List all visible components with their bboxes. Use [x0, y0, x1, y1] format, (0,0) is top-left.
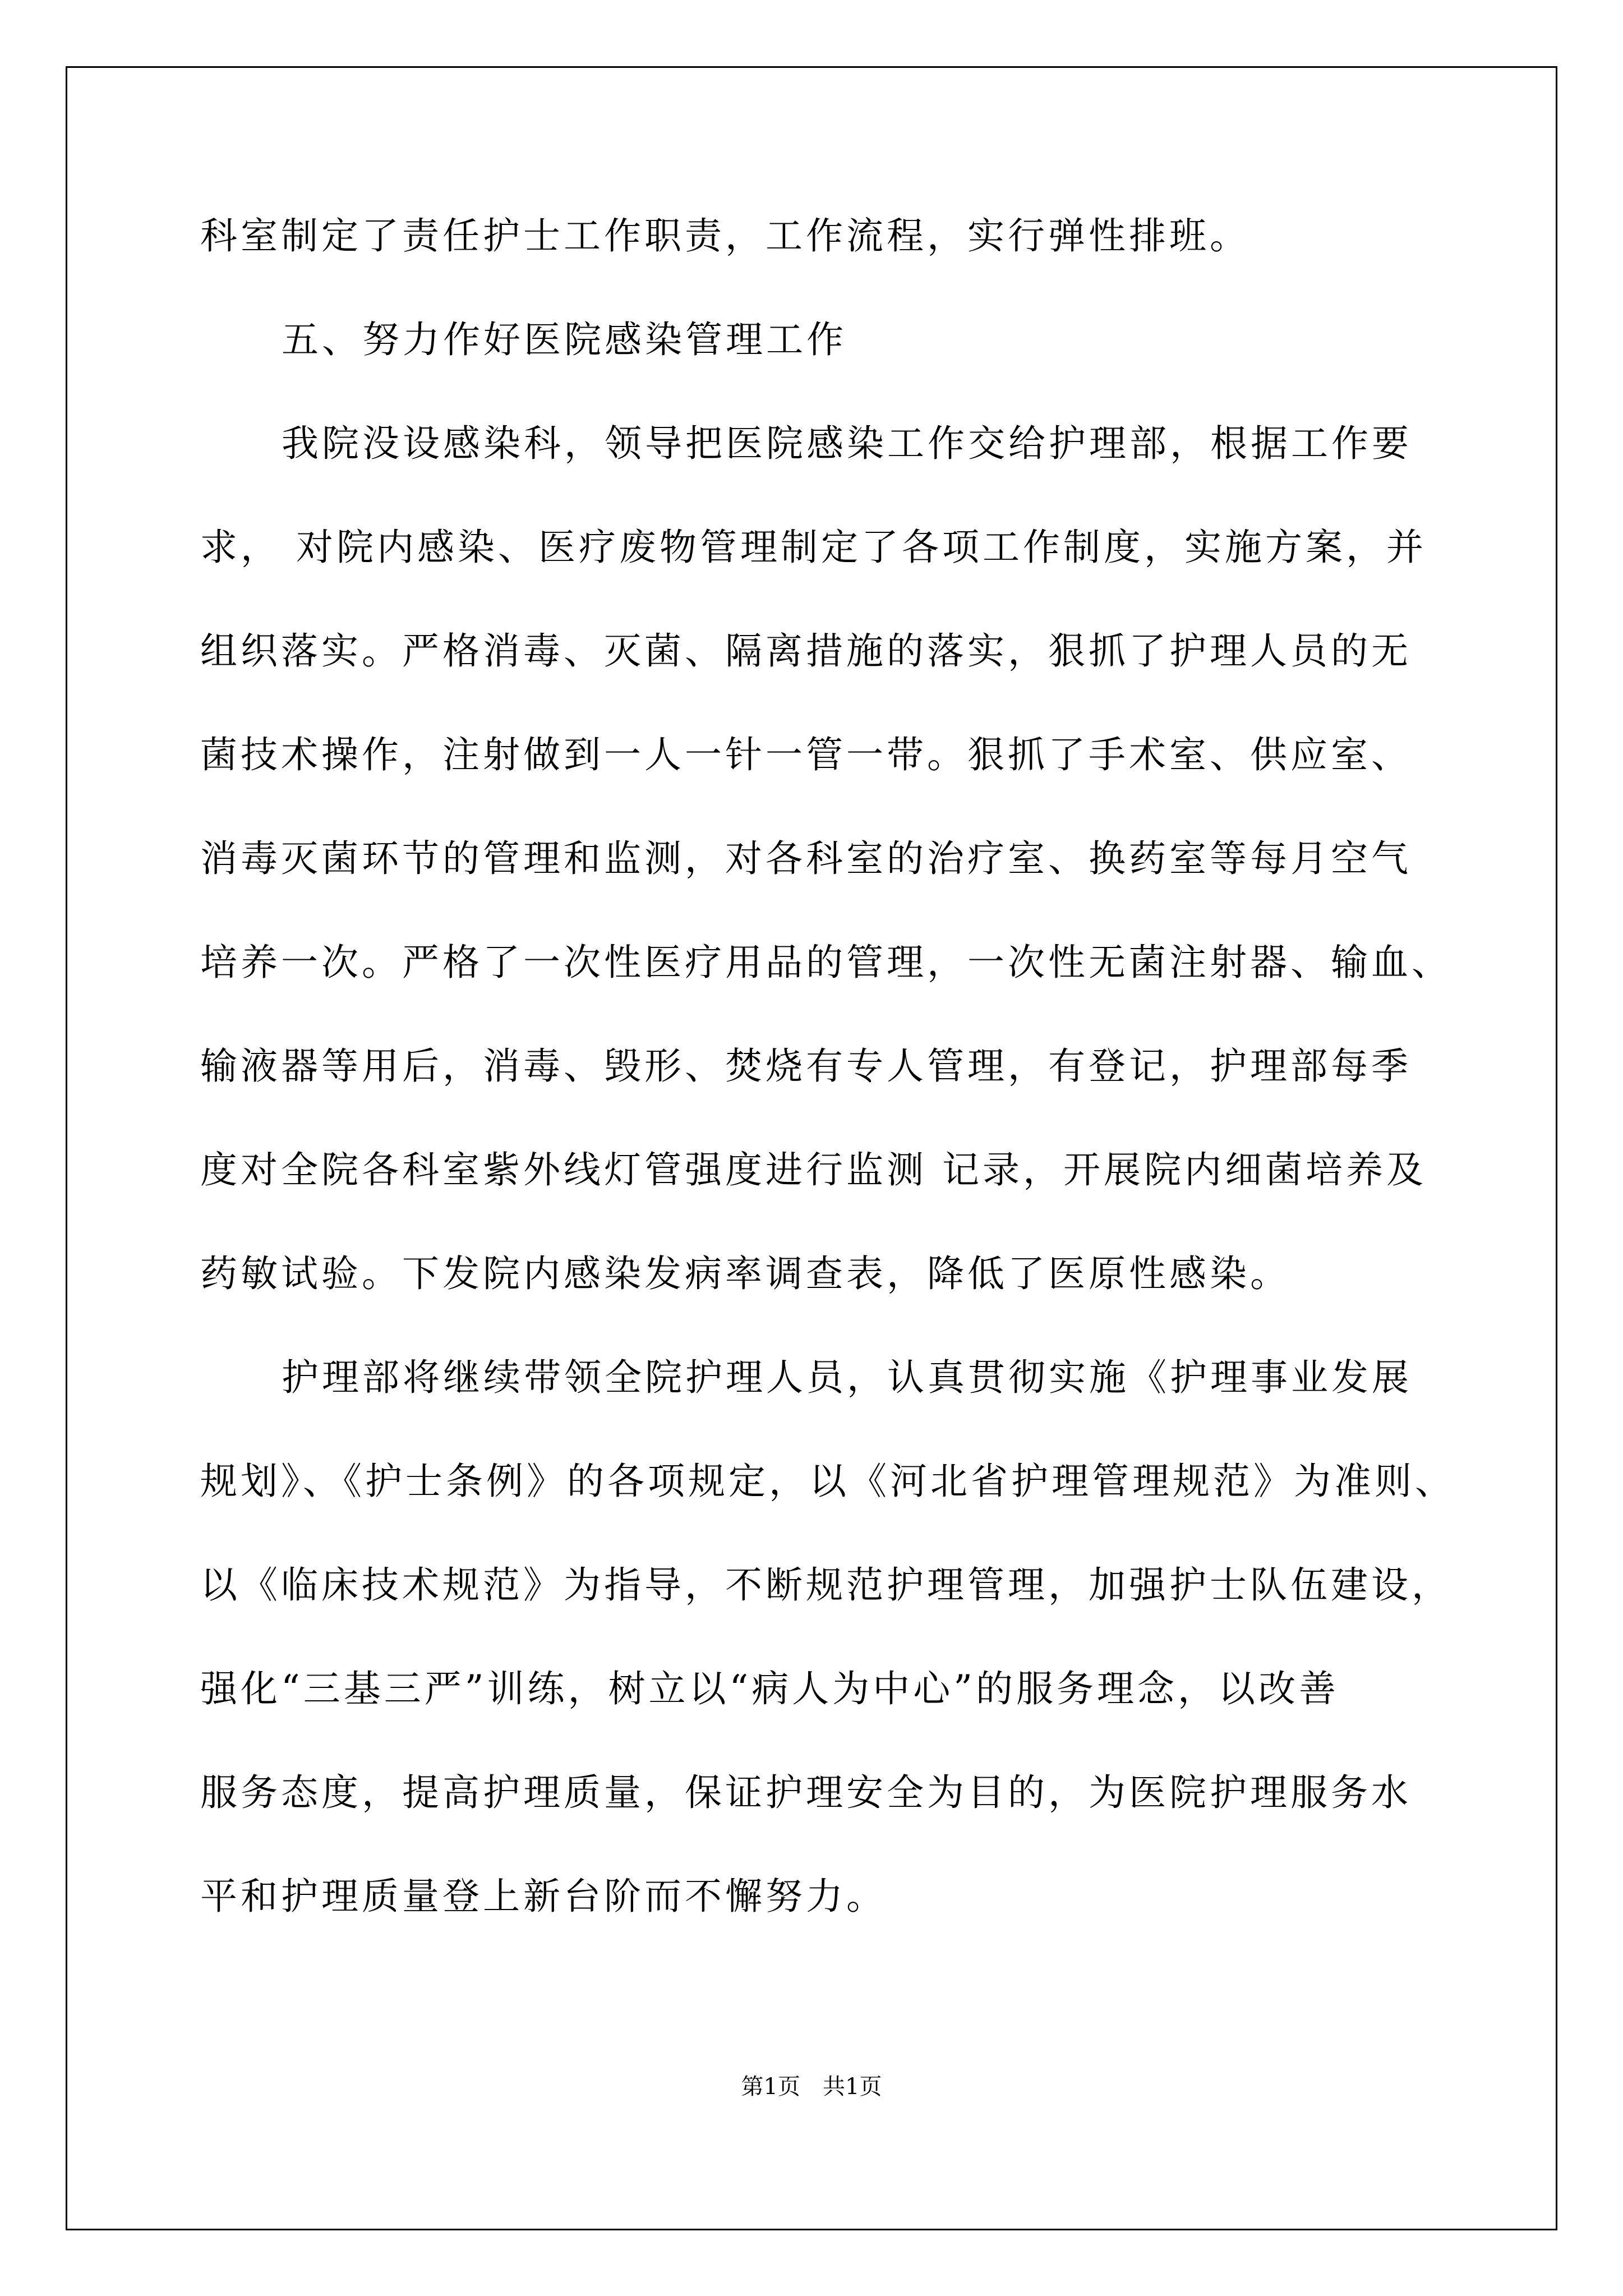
- text-line: 平和护理质量登上新台阶而不懈努力。: [200, 1875, 887, 1918]
- text-line: 组织落实。严格消毒、灭菌、隔离措施的落实，狠抓了护理人员的无: [200, 629, 1412, 673]
- section-heading: 五、努力作好医院感染管理工作: [282, 318, 847, 361]
- text-line: 以《临床技术规范》为指导，不断规范护理管理，加强护士队伍建设，: [200, 1563, 1452, 1607]
- page-footer: 第1页 共1页: [741, 2074, 882, 2100]
- text-line: 输液器等用后，消毒、毁形、焚烧有专人管理，有登记，护理部每季: [200, 1045, 1412, 1088]
- text-line: 规划》、《护士条例》的各项规定，以《河北省护理管理规范》为准则、: [200, 1460, 1455, 1503]
- text-line: 消毒灭菌环节的管理和监测，对各科室的治疗室、换药室等每月空气: [200, 837, 1412, 880]
- text-line: 我院没设感染科，领导把医院感染工作交给护理部，根据工作要: [282, 422, 1412, 465]
- text-line: 度对全院各科室紫外线灯管强度进行监测 记录，开展院内细菌培养及: [200, 1148, 1427, 1191]
- text-line: 科室制定了责任护士工作职责，工作流程，实行弹性排班。: [200, 214, 1250, 257]
- text-line: 服务态度，提高护理质量，保证护理安全为目的，为医院护理服务水: [200, 1771, 1412, 1814]
- text-line: 培养一次。严格了一次性医疗用品的管理，一次性无菌注射器、输血、: [200, 941, 1452, 984]
- text-line: 菌技术操作，注射做到一人一针一管一带。狠抓了手术室、供应室、: [200, 733, 1412, 776]
- text-line: 护理部将继续带领全院护理人员，认真贯彻实施《护理事业发展: [282, 1356, 1412, 1399]
- text-line: 药敏试验。下发院内感染发病率调查表，降低了医原性感染。: [200, 1252, 1290, 1295]
- text-line: 求， 对院内感染、医疗废物管理制定了各项工作制度，实施方案，并: [200, 526, 1427, 569]
- text-line: 强化“三基三严”训练，树立以“病人为中心”的服务理念，以改善: [200, 1667, 1339, 1710]
